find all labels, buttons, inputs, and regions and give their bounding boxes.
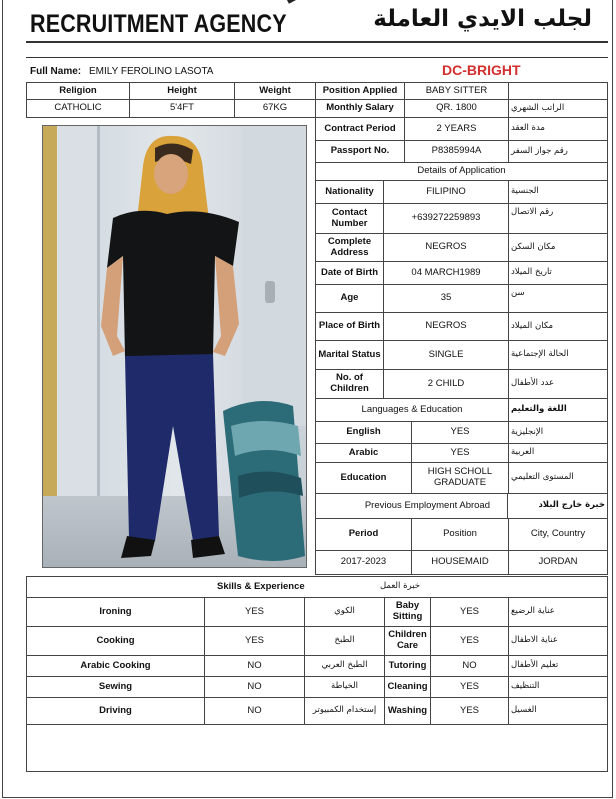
dob-label: Date of Birth — [315, 261, 384, 285]
dob-value: 04 MARCH1989 — [383, 261, 509, 285]
weight-header: Weight — [234, 82, 316, 100]
full-name-value: EMILY FEROLINO LASOTA — [89, 66, 214, 77]
children-label: No. of Children — [315, 369, 384, 399]
position-applied-value: BABY SITTER — [404, 82, 509, 100]
nationality-value: FILIPINO — [383, 180, 509, 204]
monthly-salary-ar: الراتب الشهري — [508, 99, 608, 118]
marital-value: SINGLE — [383, 340, 509, 370]
marital-label: Marital Status — [315, 340, 384, 370]
skill-tutoring-ar: تعليم الأطفال — [508, 655, 608, 677]
height-header: Height — [129, 82, 235, 100]
skill-cleaning-ar: التنظيف — [508, 676, 608, 698]
children-value: 2 CHILD — [383, 369, 509, 399]
children-ar: عدد الأطفال — [508, 369, 608, 399]
age-value: 35 — [383, 284, 509, 313]
languages-title-ar: اللغة والتعليم — [508, 398, 608, 422]
skill-sewing-ar: الخياطة — [304, 676, 385, 698]
contract-period-value: 2 YEARS — [404, 117, 509, 141]
skill-tutoring-value: NO — [430, 655, 509, 677]
employment-city: JORDAN — [508, 550, 608, 575]
arabic-value: YES — [411, 443, 509, 463]
pob-value: NEGROS — [383, 312, 509, 341]
skill-driving-ar: إستخدام الكمبيوتر — [304, 697, 385, 725]
skill-arabic-cooking-value: NO — [204, 655, 305, 677]
skill-washing-ar: الغسيل — [508, 697, 608, 725]
skill-arabic-cooking-label: Arabic Cooking — [26, 655, 205, 677]
dob-ar: تاريخ الميلاد — [508, 261, 608, 285]
full-name-label: Full Name: — [30, 66, 82, 77]
skill-sewing-value: NO — [204, 676, 305, 698]
religion-value: CATHOLIC — [26, 99, 130, 118]
contact-ar: رقم الاتصال — [508, 203, 608, 234]
monthly-salary-value: QR. 1800 — [404, 99, 509, 118]
skill-babysitting-ar: عناية الرضيع — [508, 597, 608, 627]
period-header: Period — [315, 518, 412, 551]
passport-ar: رقم جواز السفر — [508, 140, 608, 163]
passport-label: Passport No. — [315, 140, 405, 163]
skills-title: Skills & Experience — [26, 576, 608, 598]
english-ar: الإنجليزية — [508, 421, 608, 444]
skill-cooking-ar: الطبخ — [304, 626, 385, 656]
skill-cooking-value: YES — [204, 626, 305, 656]
contact-label: Contact Number — [315, 203, 384, 234]
skill-childrencare-label: Children Care — [384, 626, 431, 656]
skill-arabic-cooking-ar: الطبخ العربي — [304, 655, 385, 677]
skill-washing-value: YES — [430, 697, 509, 725]
agency-title-en: RECRUITMENT AGENCY — [30, 10, 287, 38]
age-ar: سن — [508, 284, 608, 313]
address-ar: مكان السكن — [508, 233, 608, 262]
education-label: Education — [315, 462, 412, 494]
agency-code: DC-BRIGHT — [442, 62, 521, 78]
skill-ironing-label: Ironing — [26, 597, 205, 627]
remarks-box — [26, 724, 608, 772]
pob-ar: مكان الميلاد — [508, 312, 608, 341]
skills-title-ar: خبرة العمل — [379, 581, 421, 592]
position-applied-label: Position Applied — [315, 82, 405, 100]
age-label: Age — [315, 284, 384, 313]
education-ar: المستوى التعليمي — [508, 462, 608, 494]
employment-period: 2017-2023 — [315, 550, 412, 575]
employment-title-ar: خبرة خارج البلاد — [507, 493, 608, 519]
skill-driving-value: NO — [204, 697, 305, 725]
skill-cleaning-value: YES — [430, 676, 509, 698]
address-label: Complete Address — [315, 233, 384, 262]
skill-sewing-label: Sewing — [26, 676, 205, 698]
marital-ar: الحالة الإجتماعية — [508, 340, 608, 370]
passport-value: P8385994A — [404, 140, 509, 163]
skill-childrencare-value: YES — [430, 626, 509, 656]
header-rule-thin — [26, 57, 608, 58]
monthly-salary-label: Monthly Salary — [315, 99, 405, 118]
english-label: English — [315, 421, 412, 444]
religion-header: Religion — [26, 82, 130, 100]
skill-babysitting-label: Baby Sitting — [384, 597, 431, 627]
position-applied-ar — [508, 82, 608, 100]
education-value: HIGH SCHOLL GRADUATE — [411, 462, 509, 494]
skill-ironing-ar: الكوي — [304, 597, 385, 627]
employment-title: Previous Employment Abroad — [315, 493, 508, 519]
skill-childrencare-ar: عناية الاطفال — [508, 626, 608, 656]
nationality-ar: الجنسية — [508, 180, 608, 204]
contact-value: +639272259893 — [383, 203, 509, 234]
employment-position: HOUSEMAID — [411, 550, 509, 575]
applicant-photo — [42, 125, 307, 568]
skill-cooking-label: Cooking — [26, 626, 205, 656]
skill-tutoring-label: Tutoring — [384, 655, 431, 677]
pob-label: Place of Birth — [315, 312, 384, 341]
contract-period-label: Contract Period — [315, 117, 405, 141]
languages-title: Languages & Education — [315, 398, 509, 422]
details-title: Details of Application — [315, 162, 608, 181]
header-rule — [26, 41, 608, 43]
english-value: YES — [411, 421, 509, 444]
arabic-ar: العربية — [508, 443, 608, 463]
address-value: NEGROS — [383, 233, 509, 262]
skill-washing-label: Washing — [384, 697, 431, 725]
city-header: City, Country — [508, 518, 608, 551]
skill-babysitting-value: YES — [430, 597, 509, 627]
skill-driving-label: Driving — [26, 697, 205, 725]
arabic-label: Arabic — [315, 443, 412, 463]
contract-period-ar: مدة العقد — [508, 117, 608, 141]
weight-value: 67KG — [234, 99, 316, 118]
nationality-label: Nationality — [315, 180, 384, 204]
agency-title-ar: لجلب الايدي العاملة — [373, 6, 592, 32]
skill-cleaning-label: Cleaning — [384, 676, 431, 698]
height-value: 5'4FT — [129, 99, 235, 118]
position-header: Position — [411, 518, 509, 551]
skill-ironing-value: YES — [204, 597, 305, 627]
